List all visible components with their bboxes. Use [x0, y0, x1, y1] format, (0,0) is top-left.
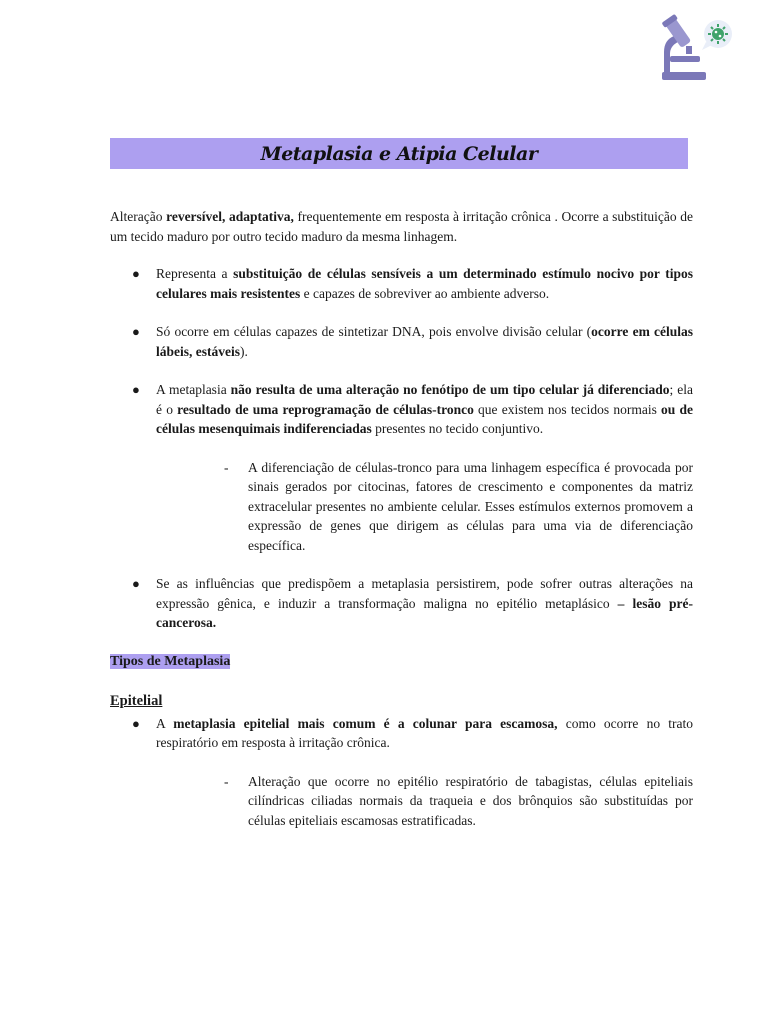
dash-marker: - [224, 459, 229, 475]
bullet-list-epitelial [110, 714, 693, 831]
list-item: ● Se as influências que predispõem a metaplasia persistirem, pode sofrer outras alterações na expressão gênica, e induzir a transformação maligna no epitélio metaplásico – lesão pré-cancerosa. [132, 576, 693, 630]
bullet-marker: ● [132, 576, 140, 591]
title-banner [110, 138, 688, 169]
bullet-marker: ● [132, 266, 140, 281]
page-title: Metaplasia e Atipia Celular [260, 142, 538, 165]
bullet-marker: ● [132, 715, 140, 731]
sub-list [156, 772, 693, 831]
section-heading: Tipos de Metaplasia [110, 653, 231, 669]
list-item: ● A metaplasia não resulta de uma alteração no fenótipo de um tipo celular já diferenciado; ela é o resultado de uma reprogramação de células-tronco que existem nos tecidos normais ou de células mesenquimais indiferenciadas presentes no tecido conjuntivo. - A diferenciação de células-tronco para uma linhagem específica é provocada por sinais gerados por citocinas, fatores de crescimento e componentes da matriz extracelular presentes no ambiente celular. Esses estímulos externos promovem a expressão de genes que dirigem as células para uma via de diferenciação específica. [110, 380, 693, 555]
intro-paragraph: Alteração reversível, adaptativa, frequentemente em resposta à irritação crônica . Ocorre a substituição de um tecido maduro por outro tecido maduro da mesma linhagem. [110, 209, 694, 244]
microscope-virus-icon [656, 12, 736, 84]
bullet-marker: ● [132, 324, 140, 339]
list-item: ● Só ocorre em células capazes de sintetizar DNA, pois envolve divisão celular (ocorre em células lábeis, estáveis). [132, 324, 693, 359]
subsection-heading: Epitelial [110, 693, 163, 709]
sub-list [156, 458, 693, 556]
dash-marker: - [224, 773, 229, 789]
bullet-list [110, 264, 693, 633]
bullet-marker: ● [132, 382, 140, 397]
list-item: ● A metaplasia epitelial mais comum é a colunar para escamosa, como ocorre no trato respiratório em resposta à irritação crônica. - Alteração que ocorre no epitélio respiratório de tabagistas, células epiteliais cilíndricas ciliadas normais da traqueia e dos brônquios são substituídas por células epiteliais escamosas estratificadas. [110, 714, 693, 831]
sub-list-item: - A diferenciação de células-tronco para uma linhagem específica é provocada por sinais gerados por citocinas, fatores de crescimento e componentes da matriz extracelular presentes no ambiente celular. Esses estímulos externos promovem a expressão de genes que dirigem as células para uma via de diferenciação específica. [224, 459, 693, 553]
list-item: ● Representa a substituição de células sensíveis a um determinado estímulo nocivo por tipos celulares mais resistentes e capazes de sobreviver ao ambiente adverso. [132, 266, 693, 301]
document-body [110, 207, 693, 849]
sub-list-item: - Alteração que ocorre no epitélio respiratório de tabagistas, células epiteliais cilíndricas ciliadas normais da traqueia e dos brônquios são substituídas por células epiteliais escamosas estratificadas. [224, 773, 693, 828]
